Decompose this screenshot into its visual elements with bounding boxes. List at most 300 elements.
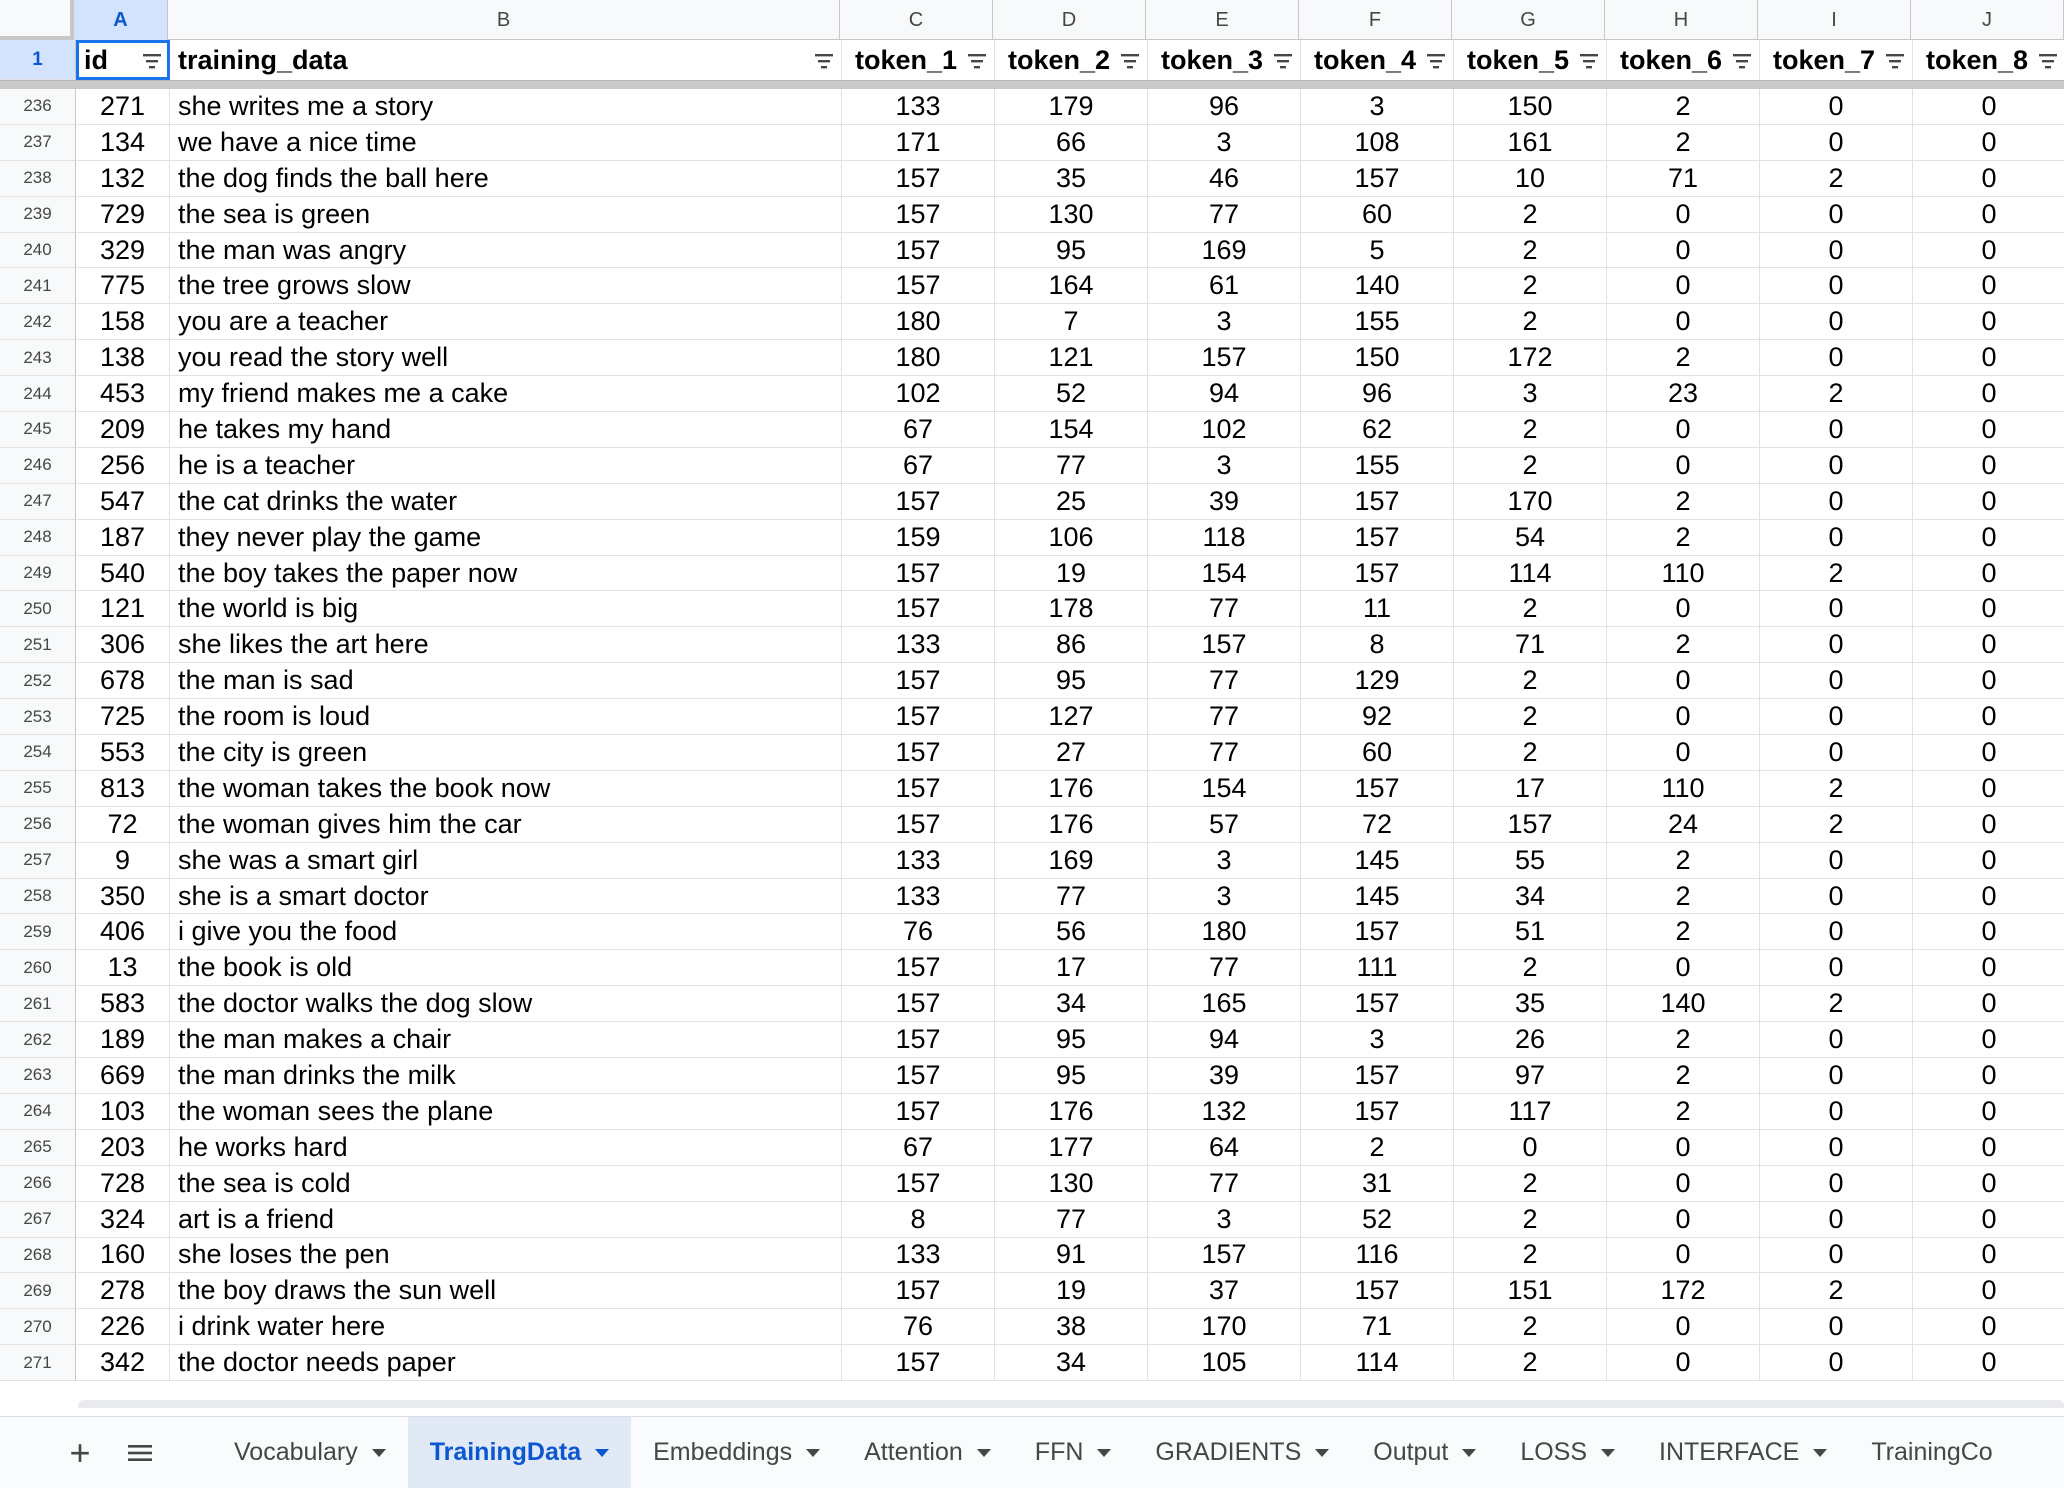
token-cell[interactable]: 71	[1454, 627, 1607, 663]
id-cell[interactable]: 453	[76, 376, 170, 412]
token-cell[interactable]: 35	[1454, 986, 1607, 1022]
token-cell[interactable]: 0	[1607, 1130, 1760, 1166]
token-cell[interactable]: 37	[1148, 1273, 1301, 1309]
training-data-cell[interactable]: he works hard	[170, 1130, 842, 1166]
sheet-tab-output[interactable]	[1351, 1417, 1498, 1488]
id-cell[interactable]: 9	[76, 843, 170, 879]
token-cell[interactable]: 2	[1607, 879, 1760, 915]
chevron-down-icon[interactable]	[1315, 1449, 1329, 1457]
sheet-tab-vocabulary[interactable]	[212, 1417, 408, 1488]
training-data-cell[interactable]: the sea is green	[170, 197, 842, 233]
token-cell[interactable]: 157	[842, 699, 995, 735]
token-cell[interactable]: 110	[1607, 556, 1760, 592]
token-cell[interactable]: 0	[1913, 591, 2064, 627]
token-cell[interactable]: 127	[995, 699, 1148, 735]
token-cell[interactable]: 0	[1760, 1094, 1913, 1130]
token-cell[interactable]: 150	[1454, 89, 1607, 125]
token-cell[interactable]: 0	[1913, 1094, 2064, 1130]
sheet-tab-trainingco[interactable]	[1849, 1417, 2014, 1488]
token-cell[interactable]: 95	[995, 1022, 1148, 1058]
token-cell[interactable]: 157	[1454, 807, 1607, 843]
id-cell[interactable]: 278	[76, 1273, 170, 1309]
token-cell[interactable]: 157	[842, 268, 995, 304]
token-cell[interactable]: 157	[842, 591, 995, 627]
column-letter-d[interactable]: D	[993, 0, 1146, 40]
id-cell[interactable]: 329	[76, 233, 170, 269]
row-number[interactable]: 256	[0, 807, 76, 843]
token-cell[interactable]: 0	[1913, 1309, 2064, 1345]
id-cell[interactable]: 729	[76, 197, 170, 233]
training-data-cell[interactable]: the sea is cold	[170, 1166, 842, 1202]
token-cell[interactable]: 2	[1454, 950, 1607, 986]
token-cell[interactable]: 0	[1913, 340, 2064, 376]
filter-icon[interactable]	[1731, 50, 1753, 70]
token-cell[interactable]: 76	[842, 1309, 995, 1345]
token-cell[interactable]: 164	[995, 268, 1148, 304]
token-cell[interactable]: 157	[842, 771, 995, 807]
token-cell[interactable]: 0	[1607, 197, 1760, 233]
id-cell[interactable]: 132	[76, 161, 170, 197]
token-cell[interactable]: 2	[1760, 986, 1913, 1022]
row-number[interactable]: 261	[0, 986, 76, 1022]
token-cell[interactable]: 121	[995, 340, 1148, 376]
training-data-cell[interactable]: she is a smart doctor	[170, 879, 842, 915]
token-cell[interactable]: 52	[995, 376, 1148, 412]
column-letter-j[interactable]: J	[1911, 0, 2064, 40]
row-number[interactable]: 244	[0, 376, 76, 412]
token-cell[interactable]: 0	[1913, 448, 2064, 484]
filter-icon[interactable]	[2037, 50, 2059, 70]
row-number[interactable]: 262	[0, 1022, 76, 1058]
training-data-cell[interactable]: she loses the pen	[170, 1238, 842, 1274]
row-number[interactable]: 260	[0, 950, 76, 986]
chevron-down-icon[interactable]	[977, 1449, 991, 1457]
chevron-down-icon[interactable]	[595, 1449, 609, 1457]
token-cell[interactable]: 157	[842, 556, 995, 592]
token-cell[interactable]: 0	[1913, 412, 2064, 448]
token-cell[interactable]: 180	[842, 340, 995, 376]
token-cell[interactable]: 0	[1607, 591, 1760, 627]
row-number[interactable]: 263	[0, 1058, 76, 1094]
token-cell[interactable]: 157	[842, 1166, 995, 1202]
token-cell[interactable]: 2	[1454, 735, 1607, 771]
token-cell[interactable]: 77	[1148, 591, 1301, 627]
token-cell[interactable]: 177	[995, 1130, 1148, 1166]
row-number[interactable]: 270	[0, 1309, 76, 1345]
token-cell[interactable]: 0	[1760, 340, 1913, 376]
token-cell[interactable]: 150	[1301, 340, 1454, 376]
token-cell[interactable]: 55	[1454, 843, 1607, 879]
token-cell[interactable]: 0	[1760, 1309, 1913, 1345]
token-cell[interactable]: 67	[842, 448, 995, 484]
token-cell[interactable]: 0	[1607, 735, 1760, 771]
token-cell[interactable]: 0	[1913, 879, 2064, 915]
token-cell[interactable]: 0	[1607, 412, 1760, 448]
row-number[interactable]: 259	[0, 914, 76, 950]
token-cell[interactable]: 26	[1454, 1022, 1607, 1058]
token-cell[interactable]: 0	[1454, 1130, 1607, 1166]
token-cell[interactable]: 25	[995, 484, 1148, 520]
token-cell[interactable]: 56	[995, 914, 1148, 950]
sheet-tab-gradients[interactable]	[1133, 1417, 1351, 1488]
token-cell[interactable]: 176	[995, 807, 1148, 843]
token-cell[interactable]: 0	[1913, 1273, 2064, 1309]
chevron-down-icon[interactable]	[1601, 1449, 1615, 1457]
token-cell[interactable]: 0	[1913, 304, 2064, 340]
token-cell[interactable]: 0	[1607, 448, 1760, 484]
token-cell[interactable]: 0	[1760, 663, 1913, 699]
token-cell[interactable]: 2	[1454, 1345, 1607, 1381]
id-cell[interactable]: 256	[76, 448, 170, 484]
token-cell[interactable]: 2	[1454, 699, 1607, 735]
token-cell[interactable]: 86	[995, 627, 1148, 663]
token-cell[interactable]: 77	[1148, 197, 1301, 233]
id-cell[interactable]: 187	[76, 520, 170, 556]
token-cell[interactable]: 0	[1760, 125, 1913, 161]
token-cell[interactable]: 157	[1301, 1094, 1454, 1130]
id-cell[interactable]: 138	[76, 340, 170, 376]
token-cell[interactable]: 2	[1760, 1273, 1913, 1309]
token-cell[interactable]: 0	[1913, 914, 2064, 950]
training-data-cell[interactable]: he takes my hand	[170, 412, 842, 448]
training-data-cell[interactable]: my friend makes me a cake	[170, 376, 842, 412]
training-data-cell[interactable]: you read the story well	[170, 340, 842, 376]
token-cell[interactable]: 179	[995, 89, 1148, 125]
token-cell[interactable]: 0	[1913, 843, 2064, 879]
sheet-tab-trainingdata[interactable]	[408, 1417, 631, 1488]
token-cell[interactable]: 0	[1760, 197, 1913, 233]
token-cell[interactable]: 157	[842, 807, 995, 843]
token-cell[interactable]: 2	[1760, 807, 1913, 843]
row-number[interactable]: 255	[0, 771, 76, 807]
token-cell[interactable]: 96	[1301, 376, 1454, 412]
token-cell[interactable]: 57	[1148, 807, 1301, 843]
token-cell[interactable]: 157	[842, 161, 995, 197]
token-cell[interactable]: 72	[1301, 807, 1454, 843]
row-number[interactable]: 251	[0, 627, 76, 663]
row-number[interactable]: 258	[0, 879, 76, 915]
token-cell[interactable]: 2	[1454, 412, 1607, 448]
id-cell[interactable]: 342	[76, 1345, 170, 1381]
token-cell[interactable]: 165	[1148, 986, 1301, 1022]
token-cell[interactable]: 0	[1760, 268, 1913, 304]
token-cell[interactable]: 145	[1301, 843, 1454, 879]
token-cell[interactable]: 24	[1607, 807, 1760, 843]
token-cell[interactable]: 0	[1760, 843, 1913, 879]
token-cell[interactable]: 2	[1454, 1238, 1607, 1274]
id-cell[interactable]: 13	[76, 950, 170, 986]
training-data-cell[interactable]: the woman gives him the car	[170, 807, 842, 843]
column-letter-b[interactable]: B	[168, 0, 840, 40]
token-cell[interactable]: 0	[1913, 1022, 2064, 1058]
token-cell[interactable]: 2	[1607, 843, 1760, 879]
token-cell[interactable]: 2	[1607, 125, 1760, 161]
header-cell-token-4[interactable]	[1301, 40, 1454, 80]
training-data-cell[interactable]: the city is green	[170, 735, 842, 771]
token-cell[interactable]: 102	[842, 376, 995, 412]
header-cell-token-8[interactable]	[1913, 40, 2064, 80]
row-number[interactable]: 1	[0, 40, 76, 80]
token-cell[interactable]: 2	[1454, 233, 1607, 269]
row-number[interactable]: 237	[0, 125, 76, 161]
token-cell[interactable]: 0	[1913, 699, 2064, 735]
token-cell[interactable]: 8	[842, 1202, 995, 1238]
row-number[interactable]: 250	[0, 591, 76, 627]
row-number[interactable]: 241	[0, 268, 76, 304]
row-number[interactable]: 268	[0, 1238, 76, 1274]
token-cell[interactable]: 0	[1607, 268, 1760, 304]
row-number[interactable]: 239	[0, 197, 76, 233]
token-cell[interactable]: 2	[1607, 484, 1760, 520]
token-cell[interactable]: 2	[1760, 376, 1913, 412]
token-cell[interactable]: 0	[1913, 197, 2064, 233]
token-cell[interactable]: 0	[1760, 1022, 1913, 1058]
token-cell[interactable]: 71	[1301, 1309, 1454, 1345]
token-cell[interactable]: 157	[842, 233, 995, 269]
token-cell[interactable]: 157	[1301, 484, 1454, 520]
token-cell[interactable]: 157	[842, 950, 995, 986]
token-cell[interactable]: 2	[1454, 1309, 1607, 1345]
id-cell[interactable]: 406	[76, 914, 170, 950]
token-cell[interactable]: 34	[995, 986, 1148, 1022]
token-cell[interactable]: 76	[842, 914, 995, 950]
token-cell[interactable]: 2	[1454, 1202, 1607, 1238]
training-data-cell[interactable]: i drink water here	[170, 1309, 842, 1345]
id-cell[interactable]: 160	[76, 1238, 170, 1274]
row-number[interactable]: 238	[0, 161, 76, 197]
token-cell[interactable]: 110	[1607, 771, 1760, 807]
training-data-cell[interactable]: the man was angry	[170, 233, 842, 269]
header-cell-token-2[interactable]	[995, 40, 1148, 80]
token-cell[interactable]: 157	[1301, 1058, 1454, 1094]
id-cell[interactable]: 209	[76, 412, 170, 448]
id-cell[interactable]: 728	[76, 1166, 170, 1202]
token-cell[interactable]: 3	[1148, 879, 1301, 915]
id-cell[interactable]: 203	[76, 1130, 170, 1166]
filter-icon[interactable]	[1272, 50, 1294, 70]
token-cell[interactable]: 0	[1913, 484, 2064, 520]
token-cell[interactable]: 95	[995, 663, 1148, 699]
training-data-cell[interactable]: the man drinks the milk	[170, 1058, 842, 1094]
id-cell[interactable]: 121	[76, 591, 170, 627]
hamburger-menu-icon[interactable]	[118, 1431, 162, 1475]
token-cell[interactable]: 180	[1148, 914, 1301, 950]
token-cell[interactable]: 0	[1913, 1238, 2064, 1274]
training-data-cell[interactable]: she was a smart girl	[170, 843, 842, 879]
token-cell[interactable]: 0	[1913, 735, 2064, 771]
token-cell[interactable]: 19	[995, 556, 1148, 592]
column-letter-g[interactable]: G	[1452, 0, 1605, 40]
token-cell[interactable]: 0	[1913, 986, 2064, 1022]
horizontal-scrollbar[interactable]	[78, 1400, 2064, 1408]
token-cell[interactable]: 157	[1301, 1273, 1454, 1309]
token-cell[interactable]: 154	[1148, 771, 1301, 807]
filter-icon[interactable]	[141, 50, 163, 70]
token-cell[interactable]: 3	[1148, 843, 1301, 879]
id-cell[interactable]: 540	[76, 556, 170, 592]
row-number[interactable]: 271	[0, 1345, 76, 1381]
token-cell[interactable]: 154	[995, 412, 1148, 448]
token-cell[interactable]: 133	[842, 89, 995, 125]
token-cell[interactable]: 154	[1148, 556, 1301, 592]
row-number[interactable]: 257	[0, 843, 76, 879]
id-cell[interactable]: 813	[76, 771, 170, 807]
token-cell[interactable]: 2	[1760, 161, 1913, 197]
frozen-row-divider[interactable]	[0, 80, 2064, 89]
token-cell[interactable]: 34	[1454, 879, 1607, 915]
sheet-tab-ffn[interactable]	[1013, 1417, 1134, 1488]
row-number[interactable]: 252	[0, 663, 76, 699]
token-cell[interactable]: 111	[1301, 950, 1454, 986]
token-cell[interactable]: 2	[1454, 591, 1607, 627]
token-cell[interactable]: 77	[1148, 1166, 1301, 1202]
token-cell[interactable]: 105	[1148, 1345, 1301, 1381]
chevron-down-icon[interactable]	[1097, 1449, 1111, 1457]
column-letter-a[interactable]: A	[74, 0, 168, 40]
token-cell[interactable]: 0	[1913, 161, 2064, 197]
row-number[interactable]: 243	[0, 340, 76, 376]
token-cell[interactable]: 61	[1148, 268, 1301, 304]
chevron-down-icon[interactable]	[1462, 1449, 1476, 1457]
token-cell[interactable]: 35	[995, 161, 1148, 197]
filter-icon[interactable]	[1119, 50, 1141, 70]
token-cell[interactable]: 52	[1301, 1202, 1454, 1238]
token-cell[interactable]: 170	[1148, 1309, 1301, 1345]
training-data-cell[interactable]: the room is loud	[170, 699, 842, 735]
token-cell[interactable]: 172	[1607, 1273, 1760, 1309]
token-cell[interactable]: 2	[1454, 1166, 1607, 1202]
token-cell[interactable]: 2	[1454, 268, 1607, 304]
row-number[interactable]: 249	[0, 556, 76, 592]
token-cell[interactable]: 62	[1301, 412, 1454, 448]
chevron-down-icon[interactable]	[806, 1449, 820, 1457]
token-cell[interactable]: 0	[1607, 1345, 1760, 1381]
token-cell[interactable]: 0	[1760, 484, 1913, 520]
token-cell[interactable]: 51	[1454, 914, 1607, 950]
row-number[interactable]: 247	[0, 484, 76, 520]
token-cell[interactable]: 155	[1301, 304, 1454, 340]
token-cell[interactable]: 0	[1760, 914, 1913, 950]
token-cell[interactable]: 157	[842, 484, 995, 520]
row-number[interactable]: 242	[0, 304, 76, 340]
id-cell[interactable]: 103	[76, 1094, 170, 1130]
training-data-cell[interactable]: the cat drinks the water	[170, 484, 842, 520]
token-cell[interactable]: 3	[1148, 448, 1301, 484]
token-cell[interactable]: 2	[1607, 1094, 1760, 1130]
token-cell[interactable]: 39	[1148, 484, 1301, 520]
header-cell-token-3[interactable]	[1148, 40, 1301, 80]
token-cell[interactable]: 157	[842, 1022, 995, 1058]
token-cell[interactable]: 3	[1454, 376, 1607, 412]
token-cell[interactable]: 102	[1148, 412, 1301, 448]
column-letter-h[interactable]: H	[1605, 0, 1758, 40]
chevron-down-icon[interactable]	[372, 1449, 386, 1457]
token-cell[interactable]: 132	[1148, 1094, 1301, 1130]
token-cell[interactable]: 157	[842, 735, 995, 771]
id-cell[interactable]: 553	[76, 735, 170, 771]
token-cell[interactable]: 67	[842, 1130, 995, 1166]
token-cell[interactable]: 0	[1760, 89, 1913, 125]
token-cell[interactable]: 54	[1454, 520, 1607, 556]
id-cell[interactable]: 271	[76, 89, 170, 125]
token-cell[interactable]: 157	[842, 1058, 995, 1094]
token-cell[interactable]: 170	[1454, 484, 1607, 520]
token-cell[interactable]: 96	[1148, 89, 1301, 125]
column-letter-e[interactable]: E	[1146, 0, 1299, 40]
token-cell[interactable]: 157	[842, 663, 995, 699]
token-cell[interactable]: 66	[995, 125, 1148, 161]
token-cell[interactable]: 172	[1454, 340, 1607, 376]
token-cell[interactable]: 0	[1760, 448, 1913, 484]
token-cell[interactable]: 0	[1607, 663, 1760, 699]
token-cell[interactable]: 10	[1454, 161, 1607, 197]
training-data-cell[interactable]: he is a teacher	[170, 448, 842, 484]
token-cell[interactable]: 91	[995, 1238, 1148, 1274]
token-cell[interactable]: 0	[1913, 1130, 2064, 1166]
training-data-cell[interactable]: the dog finds the ball here	[170, 161, 842, 197]
token-cell[interactable]: 0	[1607, 1309, 1760, 1345]
token-cell[interactable]: 157	[1148, 340, 1301, 376]
token-cell[interactable]: 0	[1913, 125, 2064, 161]
token-cell[interactable]: 145	[1301, 879, 1454, 915]
token-cell[interactable]: 0	[1913, 376, 2064, 412]
token-cell[interactable]: 180	[842, 304, 995, 340]
token-cell[interactable]: 157	[842, 1345, 995, 1381]
token-cell[interactable]: 0	[1607, 1166, 1760, 1202]
token-cell[interactable]: 140	[1607, 986, 1760, 1022]
id-cell[interactable]: 306	[76, 627, 170, 663]
training-data-cell[interactable]: she writes me a story	[170, 89, 842, 125]
token-cell[interactable]: 0	[1913, 556, 2064, 592]
row-number[interactable]: 245	[0, 412, 76, 448]
token-cell[interactable]: 0	[1607, 233, 1760, 269]
training-data-cell[interactable]: the man makes a chair	[170, 1022, 842, 1058]
token-cell[interactable]: 0	[1760, 1166, 1913, 1202]
token-cell[interactable]: 2	[1454, 663, 1607, 699]
row-number[interactable]: 248	[0, 520, 76, 556]
token-cell[interactable]: 3	[1148, 125, 1301, 161]
token-cell[interactable]: 95	[995, 233, 1148, 269]
token-cell[interactable]: 0	[1760, 950, 1913, 986]
sheet-tab-interface[interactable]	[1637, 1417, 1849, 1488]
token-cell[interactable]: 157	[1301, 771, 1454, 807]
column-letter-c[interactable]: C	[840, 0, 993, 40]
token-cell[interactable]: 77	[995, 879, 1148, 915]
id-cell[interactable]: 583	[76, 986, 170, 1022]
token-cell[interactable]: 130	[995, 1166, 1148, 1202]
token-cell[interactable]: 0	[1913, 1202, 2064, 1238]
token-cell[interactable]: 0	[1760, 1202, 1913, 1238]
token-cell[interactable]: 129	[1301, 663, 1454, 699]
id-cell[interactable]: 72	[76, 807, 170, 843]
token-cell[interactable]: 2	[1607, 914, 1760, 950]
training-data-cell[interactable]: the boy takes the paper now	[170, 556, 842, 592]
training-data-cell[interactable]: you are a teacher	[170, 304, 842, 340]
token-cell[interactable]: 95	[995, 1058, 1148, 1094]
id-cell[interactable]: 669	[76, 1058, 170, 1094]
token-cell[interactable]: 67	[842, 412, 995, 448]
training-data-cell[interactable]: the tree grows slow	[170, 268, 842, 304]
token-cell[interactable]: 2	[1760, 771, 1913, 807]
header-cell-training-data[interactable]	[170, 40, 842, 80]
token-cell[interactable]: 117	[1454, 1094, 1607, 1130]
token-cell[interactable]: 130	[995, 197, 1148, 233]
token-cell[interactable]: 116	[1301, 1238, 1454, 1274]
token-cell[interactable]: 0	[1760, 1345, 1913, 1381]
token-cell[interactable]: 0	[1607, 950, 1760, 986]
token-cell[interactable]: 0	[1913, 233, 2064, 269]
header-cell-token-7[interactable]	[1760, 40, 1913, 80]
